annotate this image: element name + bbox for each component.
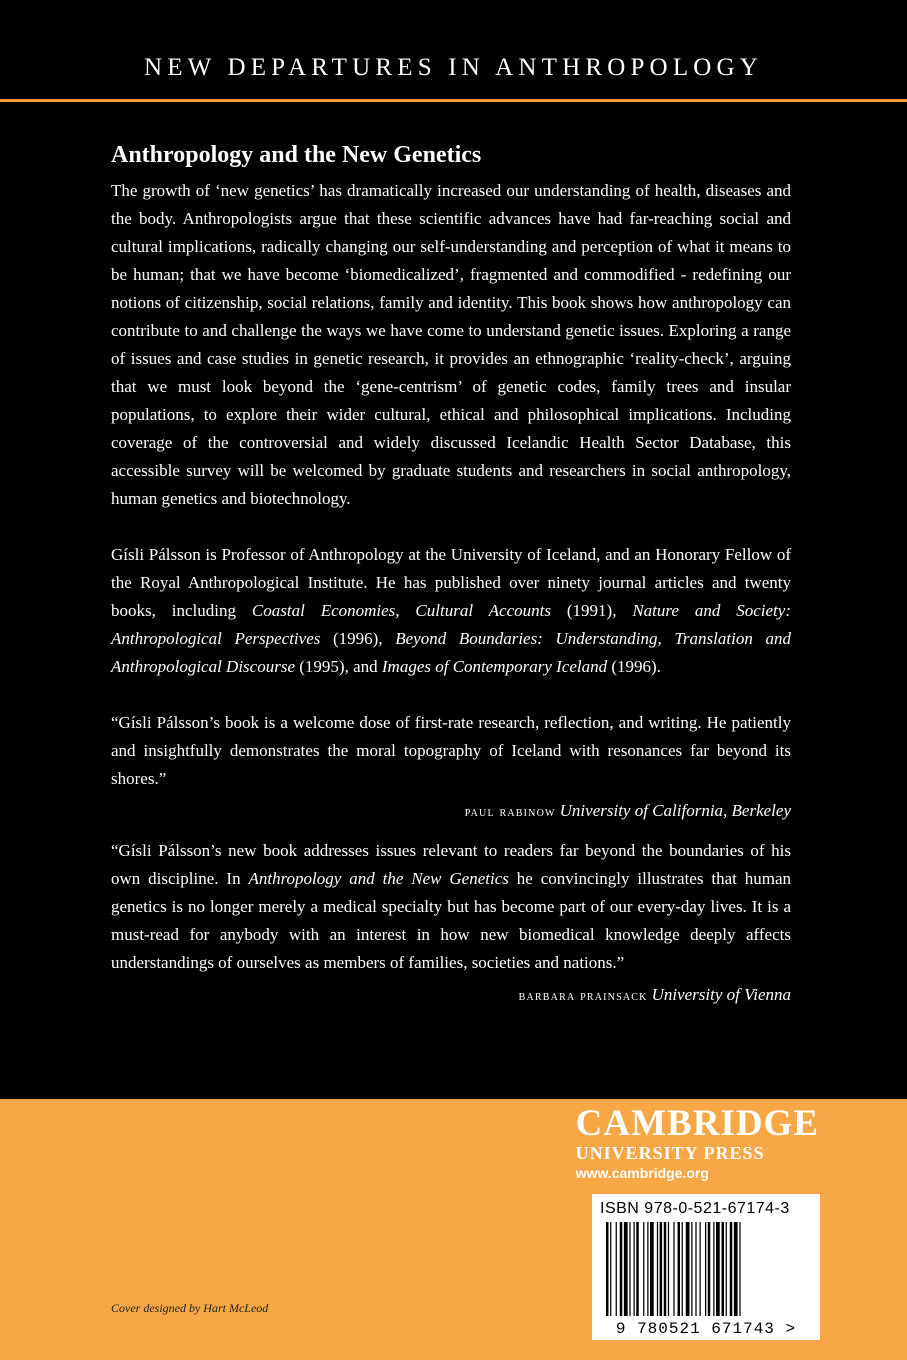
publisher-name: CAMBRIDGE <box>575 1103 819 1144</box>
review-attribution-2: barbara prainsack University of Vienna <box>518 985 791 1005</box>
barcode-bars <box>606 1222 806 1316</box>
publisher-url[interactable]: www.cambridge.org <box>575 1165 709 1181</box>
barcode-number: 9 780521 671743 > <box>594 1320 818 1338</box>
author-bio: Gísli Pálsson is Professor of Anthropology at the University of Iceland, and an Honorary Fellow of the Royal Anthropological Institute. He has published over ninety journal articles and twenty books, including Coastal Economies, Cultural Accounts (1991), Nature and Society: Anthropological Perspectives (1996), Beyond Boundaries: Understanding, Translation and Anthropological Discourse (1995), and Images of Contemporary Iceland (1996). <box>111 545 791 677</box>
isbn-label: ISBN 978-0-521-67174-3 <box>600 1200 790 1217</box>
publisher-logo <box>576 1105 819 1181</box>
header-divider <box>0 99 907 102</box>
barcode <box>592 1194 820 1340</box>
review-quote-1: “Gísli Pálsson’s book is a welcome dose of first-rate research, reflection, and writing. He patiently and insightfully demonstrates the moral topography of Iceland with resonances far beyond its shores.” <box>111 713 791 789</box>
back-cover-text <box>111 140 791 1021</box>
book-blurb: The growth of ‘new genetics’ has dramatically increased our understanding of health, diseases and the body. Anthropologists argue that these scientific advances have had far-reaching social and cultural implications, radically changing our self-understanding and perception of what it means to be human; that we have become ‘biomedicalized’, fragmented and commodified - redefining our notions of citizenship, social relations, family and identity. This book shows how anthropology can contribute to and challenge the ways we have come to understand genetic issues. Exploring a range of issues and case studies in genetic research, it provides an ethnographic ‘reality-check’, arguing that we must look beyond the ‘gene-centrism’ of genetic codes, family trees and insular populations, to explore their wider cultural, ethical and philosophical implications. Including coverage of the controversial and widely discussed Icelandic Health Sector Database, this accessible survey will be welcomed by graduate students and researchers in social anthropology, human genetics and biotechnology. <box>111 181 791 509</box>
review-quote-2: “Gísli Pálsson’s new book addresses issues relevant to readers far beyond the boundaries of his own discipline. In Anthropology and the New Genetics he convincingly illustrates that human genetics is no longer merely a medical specialty but has become part of our every-day lives. It is a must-read for anybody with an interest in how new biomedical knowledge deeply affects understandings of ourselves as members of families, societies and nations.” <box>111 841 791 973</box>
book-title: Anthropology and the New Genetics <box>111 142 482 168</box>
series-title: NEW DEPARTURES IN ANTHROPOLOGY <box>143 54 764 81</box>
cover-credit: Cover designed by Hart McLeod <box>111 1301 269 1315</box>
review-attribution-1: paul rabinow University of California, Berkeley <box>464 801 791 821</box>
publisher-subtitle: UNIVERSITY PRESS <box>575 1143 765 1163</box>
